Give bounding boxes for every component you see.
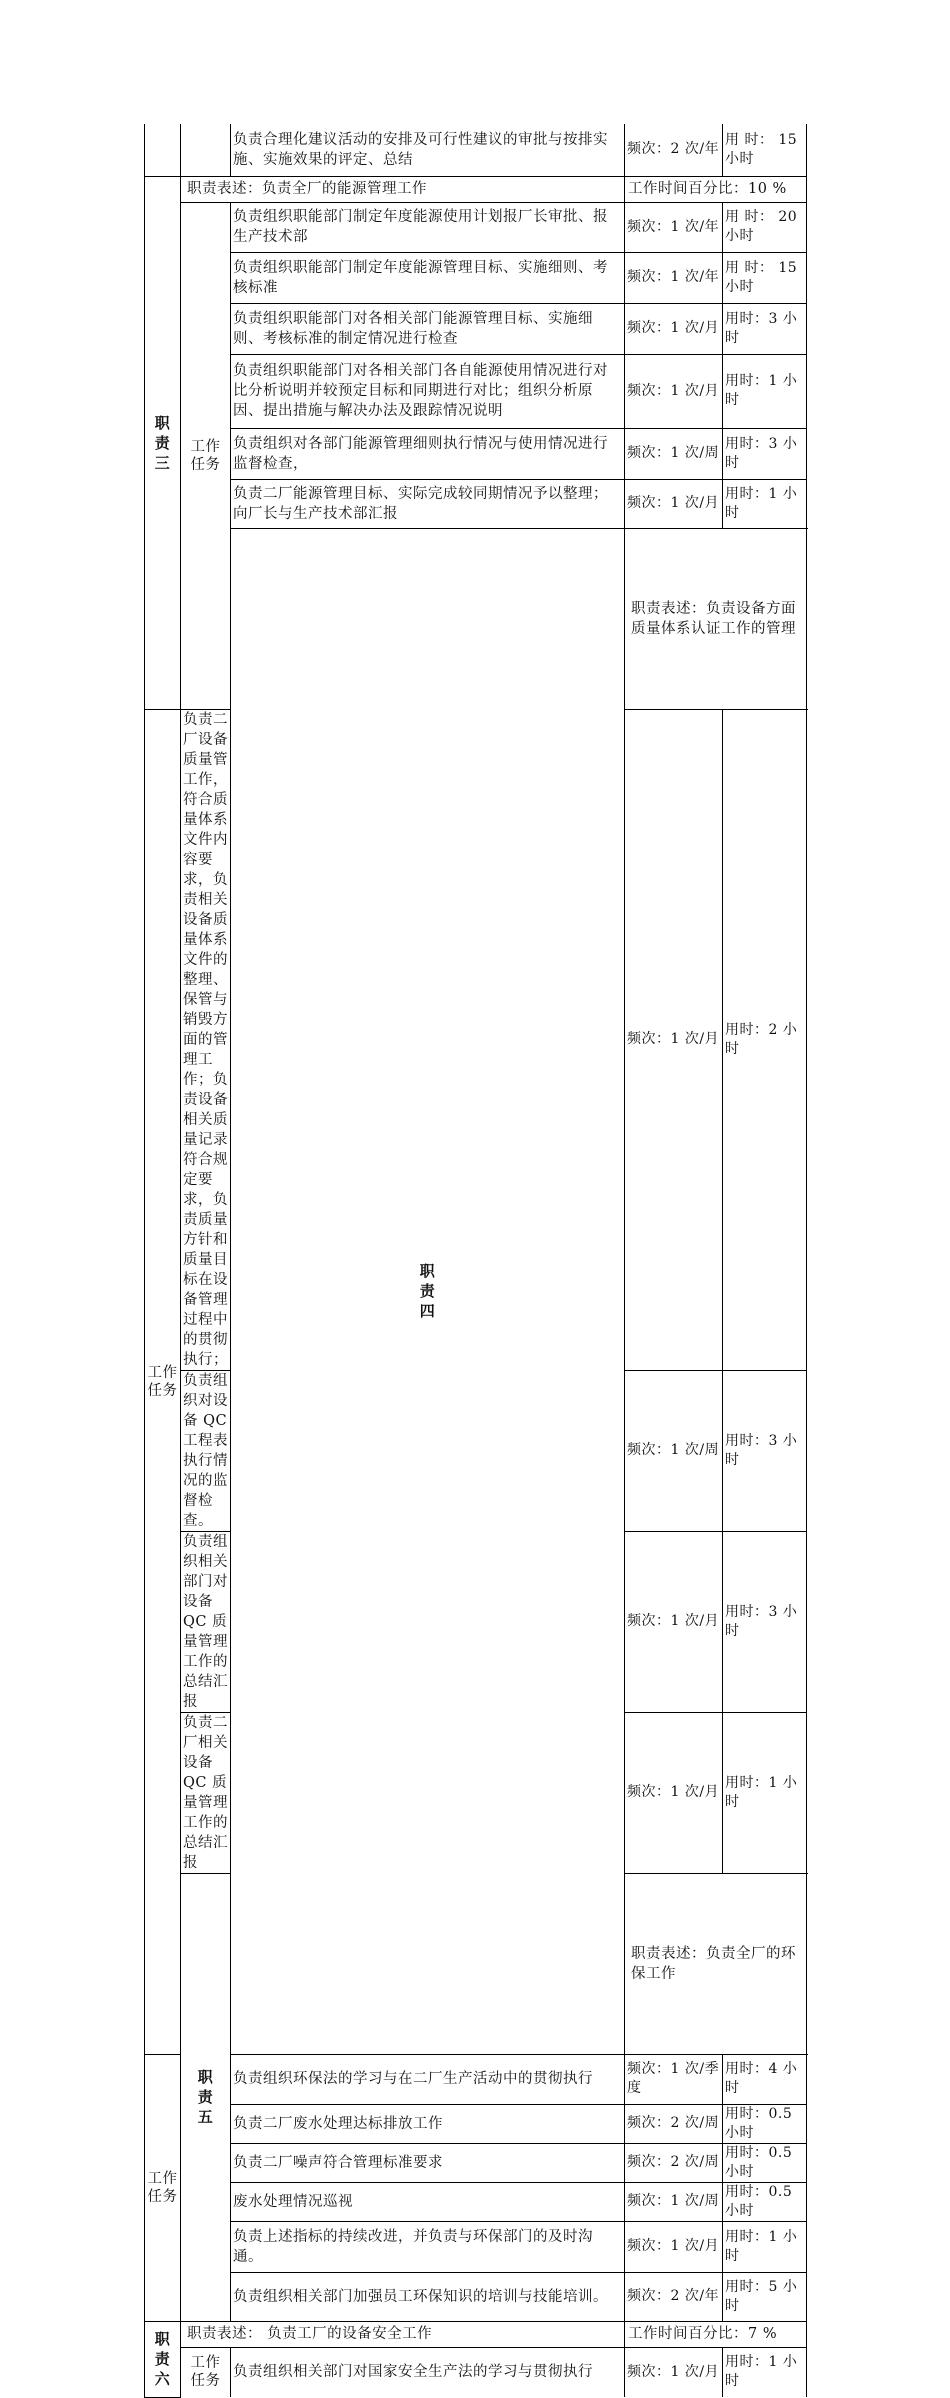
duty-summary-row (145, 528, 807, 709)
task-frequency: 频次：2 次/周 (625, 2143, 723, 2182)
task-time: 用时：1 小时 (723, 2221, 807, 2272)
task-time: 用时：3 小时 (723, 428, 807, 479)
duty-title: 职责四 (231, 528, 625, 2054)
task-time: 用时：1 小时 (723, 1712, 807, 1873)
task-row (145, 252, 807, 303)
task-description: 废水处理情况巡视 (231, 2182, 625, 2221)
duty-summary-row (145, 176, 807, 202)
task-description: 负责合理化建议活动的安排及可行性建议的审批与按排实施、实施效果的评定、总结 (231, 124, 625, 176)
task-frequency: 频次：1 次/月 (625, 479, 723, 528)
task-frequency: 频次：1 次/年 (625, 202, 723, 252)
time-percentage: 工作时间百分比：10 % (625, 176, 807, 202)
task-description: 负责组织相关部门对国家安全生产法的学习与贯彻执行 (231, 2347, 625, 2397)
task-row (145, 2182, 807, 2221)
duties-document (144, 124, 807, 2398)
task-description: 负责组织环保法的学习与在二厂生产活动中的贯彻执行 (231, 2054, 625, 2104)
task-frequency: 频次：1 次/年 (625, 252, 723, 303)
duty-summary-row (145, 2321, 807, 2347)
duty-summary: 职责表述：负责全厂的能源管理工作 (181, 176, 625, 202)
duty-title: 职责六 (145, 2321, 181, 2397)
task-frequency: 频次：1 次/季度 (625, 2054, 723, 2104)
task-description: 负责二厂设备质量管工作，符合质量体系文件内容要求，负责相关设备质量体系文件的整理、保管与销毁方面的管理工作；负责设备相关质量记录符合规定要求，负责质量方针和质量目标在设备管理过程中的贯彻执行； (181, 709, 231, 1370)
task-time: 用 时： 15 小时 (723, 124, 807, 176)
duty-title: 职责五 (181, 1873, 231, 2321)
task-row (145, 2272, 807, 2321)
task-time: 用时：4 小时 (723, 2054, 807, 2104)
task-description: 负责二厂能源管理目标、实际完成较同期情况予以整理；向厂长与生产技术部汇报 (231, 479, 625, 528)
task-row (145, 354, 807, 428)
task-time: 用时：0.5 小时 (723, 2143, 807, 2182)
task-label: 工作任务 (145, 709, 181, 2054)
task-frequency: 频次：1 次/周 (625, 428, 723, 479)
task-label: 工作任务 (181, 202, 231, 709)
task-time: 用时：0.5 小时 (723, 2104, 807, 2143)
task-row (145, 202, 807, 252)
task-frequency: 频次：1 次/月 (625, 1712, 723, 1873)
duty-title: 职责三 (145, 176, 181, 709)
task-row (145, 124, 807, 176)
duty-summary: 职责表述：负责全厂的环保工作 (625, 1873, 807, 2054)
task-time: 用时：5 小时 (723, 2272, 807, 2321)
task-row (145, 2104, 807, 2143)
task-frequency: 频次：2 次/年 (625, 2272, 723, 2321)
task-label: 工作任务 (145, 2054, 181, 2321)
task-frequency: 频次：1 次/月 (625, 2347, 723, 2397)
duty-label-cell (145, 124, 181, 176)
task-description: 负责组织相关部门加强员工环保知识的培训与技能培训。 (231, 2272, 625, 2321)
duty-summary: 职责表述：负责设备方面质量体系认证工作的管理 (625, 528, 807, 709)
duties-table (144, 124, 807, 2398)
task-frequency: 频次：2 次/年 (625, 124, 723, 176)
task-time: 用时：3 小时 (723, 1531, 807, 1712)
task-time: 用 时： 15 小时 (723, 252, 807, 303)
task-label: 工作任务 (181, 2347, 231, 2397)
task-description: 负责二厂相关设备 QC 质量管理工作的总结汇报 (181, 1712, 231, 1873)
task-row (145, 428, 807, 479)
task-description: 负责组织对设备 QC 工程表执行情况的监督检查。 (181, 1370, 231, 1531)
task-frequency: 频次：1 次/月 (625, 354, 723, 428)
task-description: 负责组织相关部门对设备 QC 质量管理工作的总结汇报 (181, 1531, 231, 1712)
task-frequency: 频次：1 次/周 (625, 2182, 723, 2221)
task-frequency: 频次：1 次/周 (625, 1370, 723, 1531)
task-time: 用时：1 小时 (723, 2347, 807, 2397)
task-row (145, 2347, 807, 2397)
task-row (145, 2143, 807, 2182)
task-time: 用时：2 小时 (723, 709, 807, 1370)
task-row (145, 2221, 807, 2272)
time-percentage: 工作时间百分比：7 % (625, 2321, 807, 2347)
task-time: 用时：1 小时 (723, 354, 807, 428)
task-frequency: 频次：2 次/周 (625, 2104, 723, 2143)
task-description: 负责上述指标的持续改进，并负责与环保部门的及时沟通。 (231, 2221, 625, 2272)
task-frequency: 频次：1 次/月 (625, 709, 723, 1370)
task-row (145, 2054, 807, 2104)
task-frequency: 频次：1 次/月 (625, 303, 723, 354)
task-frequency: 频次：1 次/月 (625, 1531, 723, 1712)
task-row (145, 479, 807, 528)
task-time: 用时：3 小时 (723, 303, 807, 354)
task-description: 负责二厂噪声符合管理标准要求 (231, 2143, 625, 2182)
task-time: 用时：3 小时 (723, 1370, 807, 1531)
duty-summary: 职责表述： 负责工厂的设备安全工作 (181, 2321, 625, 2347)
task-description: 负责组织职能部门对各相关部门能源管理目标、实施细则、考核标准的制定情况进行检查 (231, 303, 625, 354)
task-description: 负责组织职能部门对各相关部门各自能源使用情况进行对比分析说明并较预定目标和同期进行对比；组织分析原因、提出措施与解决办法及跟踪情况说明 (231, 354, 625, 428)
task-description: 负责组织对各部门能源管理细则执行情况与使用情况进行监督检查， (231, 428, 625, 479)
task-frequency: 频次：1 次/月 (625, 2221, 723, 2272)
task-row (145, 303, 807, 354)
task-description: 负责二厂废水处理达标排放工作 (231, 2104, 625, 2143)
task-time: 用时：1 小时 (723, 479, 807, 528)
task-description: 负责组织职能部门制定年度能源使用计划报厂长审批、报生产技术部 (231, 202, 625, 252)
task-time: 用时：0.5 小时 (723, 2182, 807, 2221)
task-description: 负责组织职能部门制定年度能源管理目标、实施细则、考核标准 (231, 252, 625, 303)
task-label-cell (181, 124, 231, 176)
task-time: 用 时： 20 小时 (723, 202, 807, 252)
